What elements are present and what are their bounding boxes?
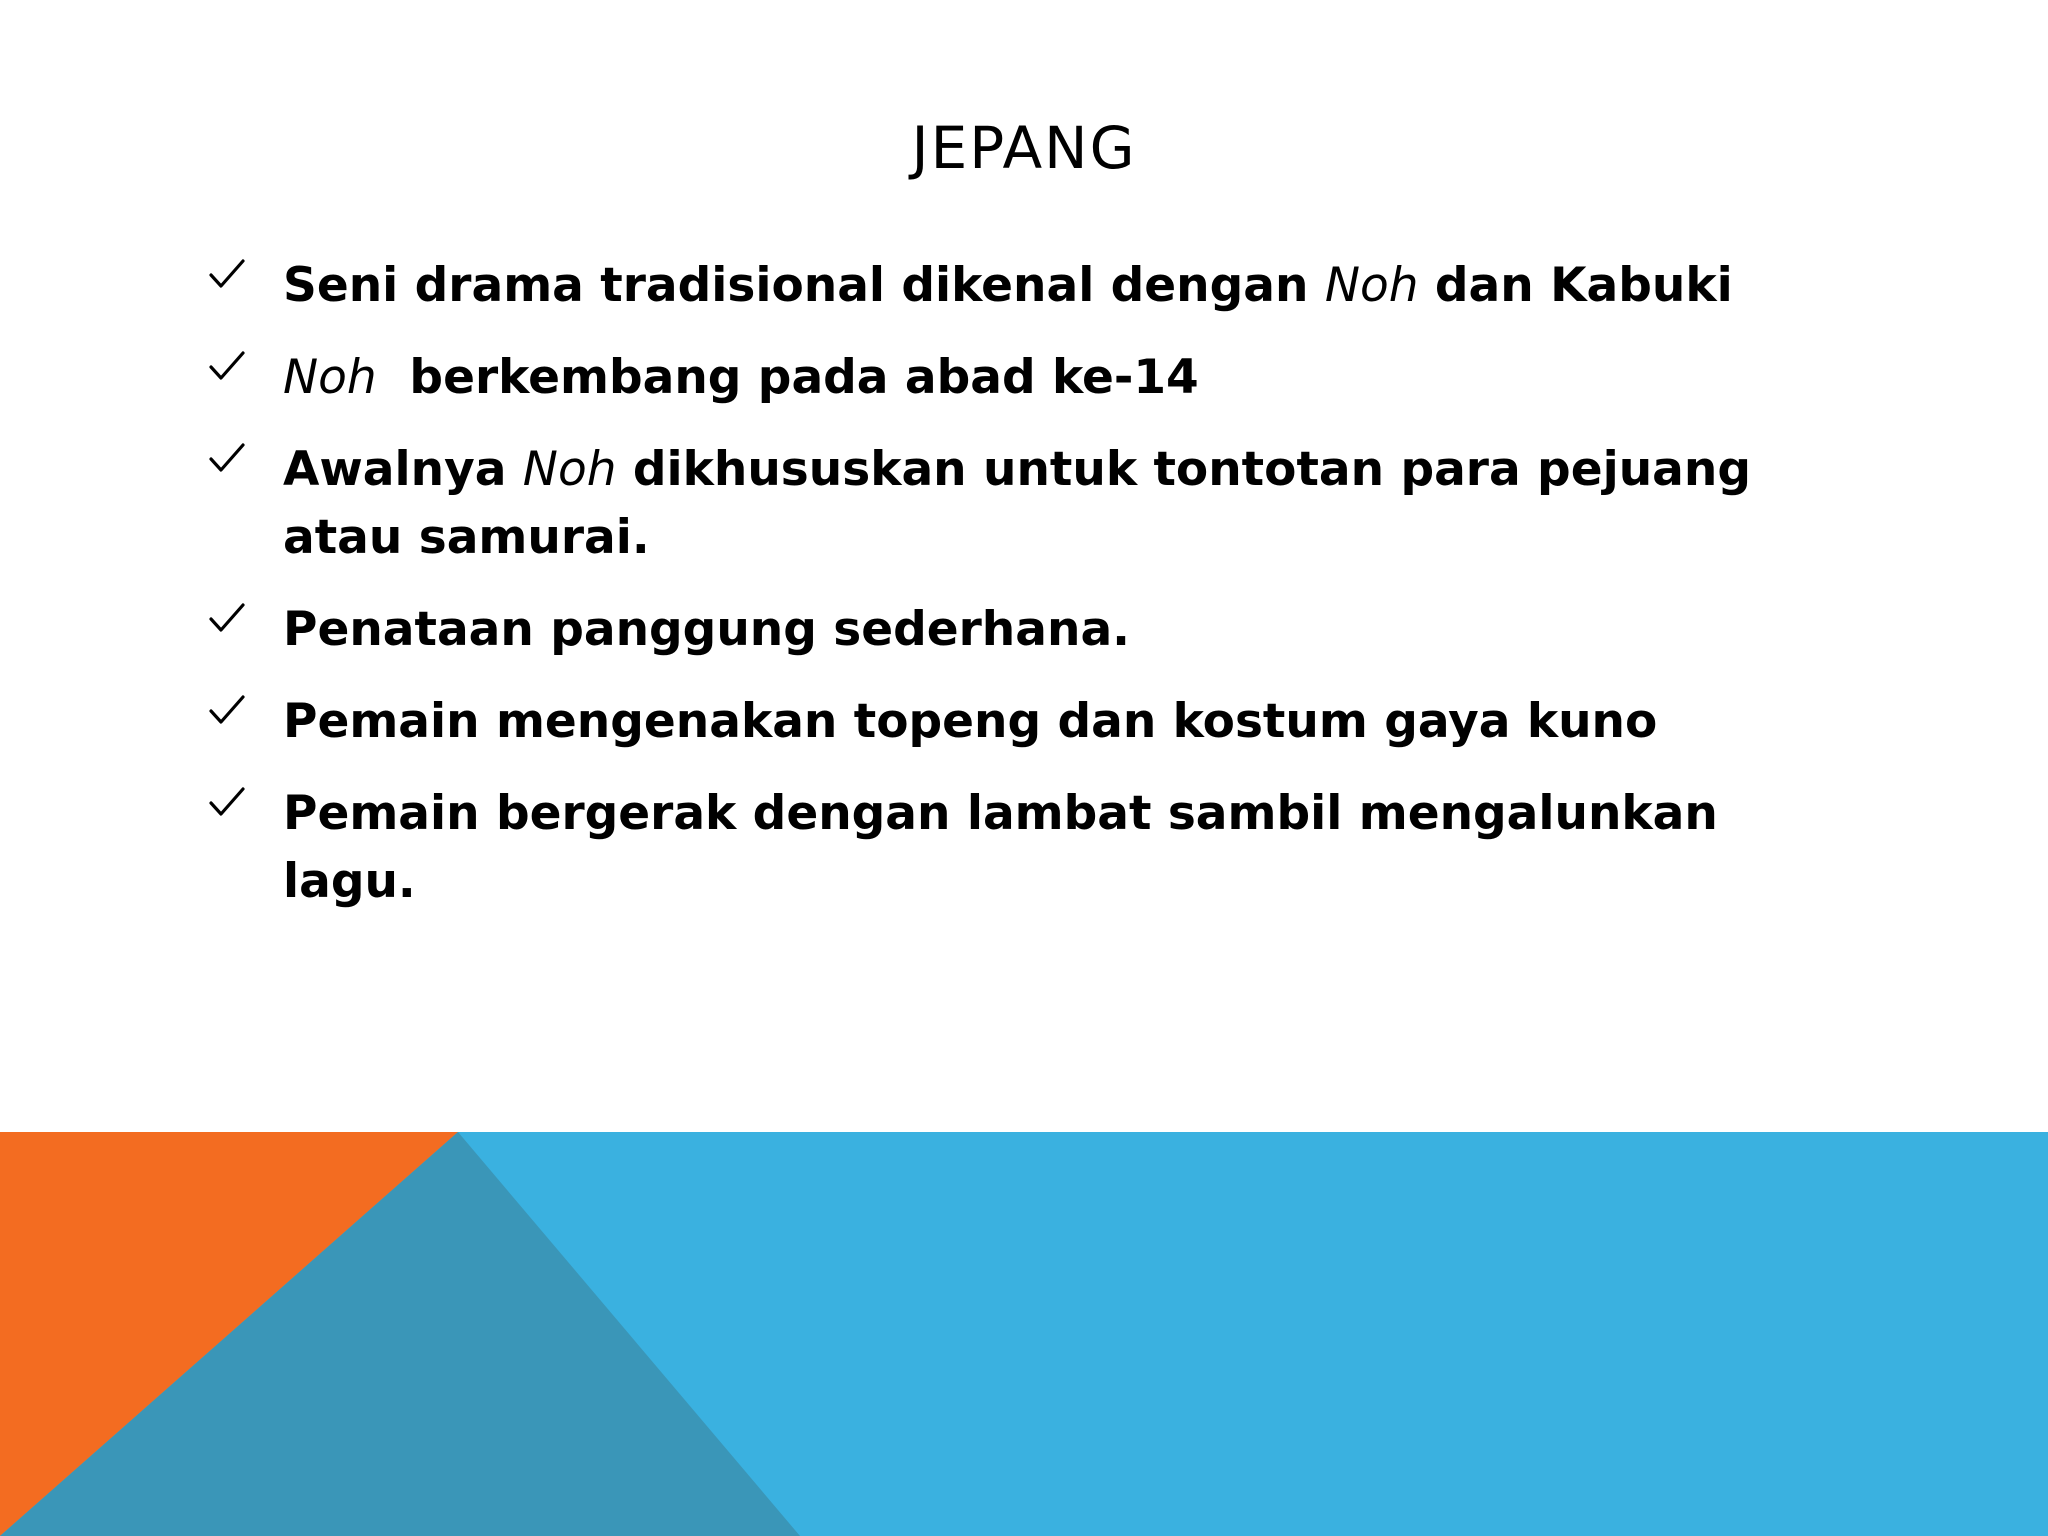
bullet-text: dikhususkan untuk tontotan para pejuang atau samurai. [283,442,1751,565]
slide-title: JEPANG [911,114,1137,182]
bullet-text: Seni drama tradisional dikenal dengan [283,258,1325,313]
bullet-text: dan Kabuki [1418,258,1733,313]
bullet-item [205,436,1865,572]
checkmark-icon [205,688,249,732]
bullet-item [205,252,1865,320]
bullet-item [205,596,1865,664]
bullet-text: berkembang pada abad ke-14 [376,350,1199,405]
checkmark-icon [205,436,249,480]
bullet-text-italic: Noh [1324,258,1419,313]
bullet-text-italic: Noh [283,350,377,405]
bullet-text: Pemain bergerak dengan lambat sambil mengalunkan lagu. [283,786,1718,909]
checkmark-icon [205,780,249,824]
bullet-text: Pemain mengenakan topeng dan kostum gaya kuno [283,694,1658,749]
bullet-text: Penataan panggung sederhana. [283,602,1131,657]
bullet-list [205,252,1865,940]
bullet-item [205,688,1865,756]
bullet-item [205,780,1865,916]
checkmark-icon [205,344,249,388]
checkmark-icon [205,252,249,296]
bullet-item [205,344,1865,412]
bullet-text-italic: Noh [522,442,617,497]
bullet-text: Awalnya [283,442,523,497]
checkmark-icon [205,596,249,640]
decorative-bottom-band [0,1132,2048,1536]
